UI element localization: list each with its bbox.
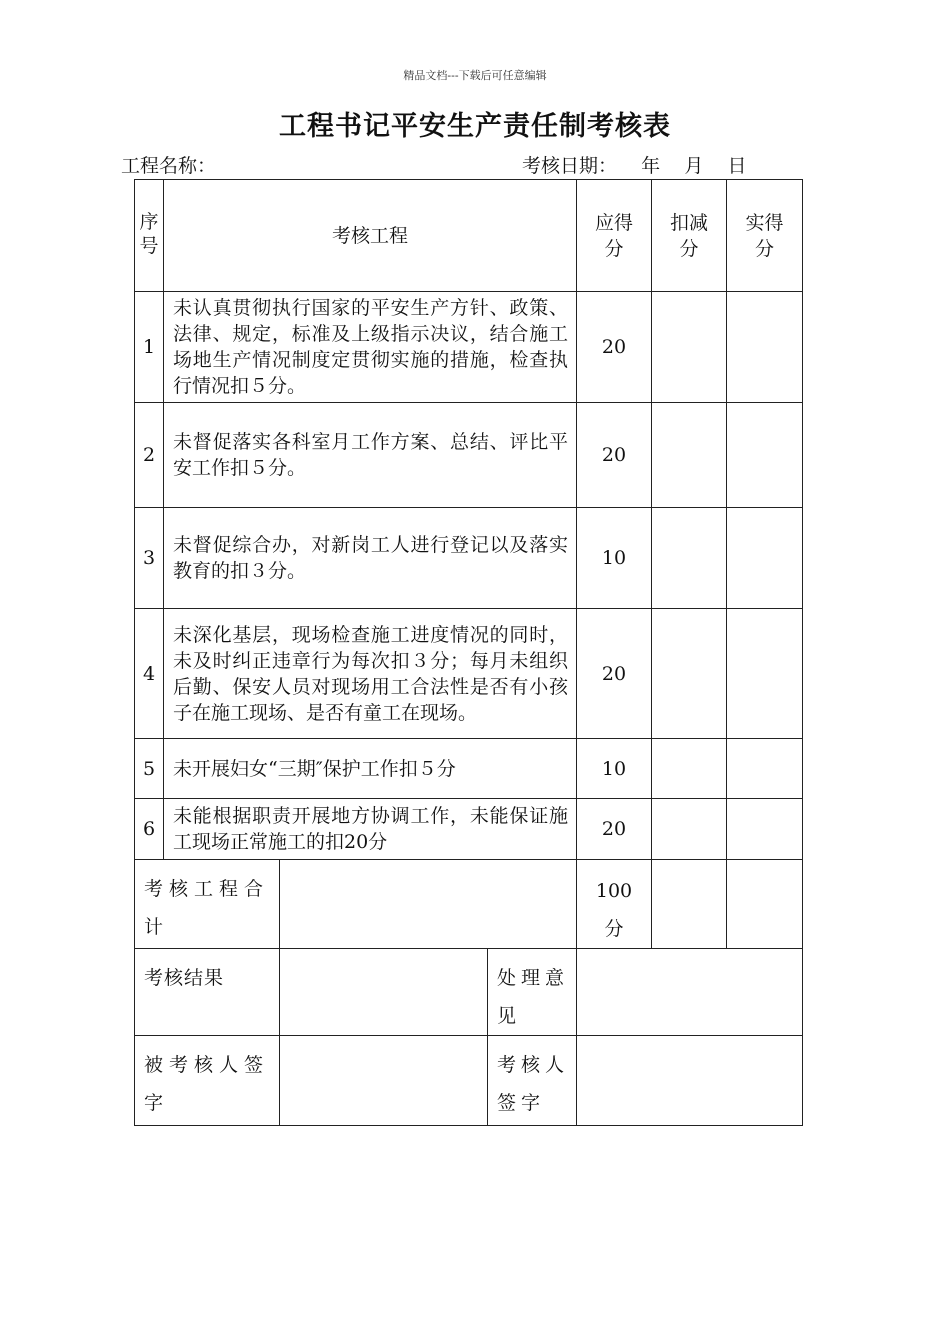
opinion-value-cell[interactable] [577,949,803,1036]
row-due-score: 20 [577,799,652,860]
row-due-score: 20 [577,403,652,508]
opinion-label: 处理意见 [488,949,577,1036]
header-index: 序号 [135,180,164,292]
row-item: 未深化基层，现场检查施工进度情况的同时，未及时纠正违章行为每次扣３分；每月未组织后勤、保安人员对现场用工合法性是否有小孩子在施工现场、是否有童工在现场。 [164,609,577,739]
assessment-table [134,179,803,1126]
total-value: 100分 [577,860,652,949]
row-due-score: 10 [577,739,652,799]
project-name-label: 工程名称： [121,155,217,177]
page-title: 工程书记平安生产责任制考核表 [279,111,671,142]
row-index: 6 [135,799,164,860]
header-deduction: 扣减分 [652,180,727,292]
assessee-sign-label: 被考核人签字 [135,1036,280,1126]
sign-row [135,1036,803,1126]
row-index: 4 [135,609,164,739]
row-actual-score-cell[interactable] [727,739,803,799]
total-actual-cell[interactable] [727,860,803,949]
row-deduction-cell[interactable] [652,609,727,739]
assessment-date-label: 考核日期： 年 月 日 [522,155,747,177]
result-value-cell[interactable] [280,949,488,1036]
row-due-score: 20 [577,292,652,403]
result-label: 考核结果 [135,949,280,1036]
total-row [135,860,803,949]
row-deduction-cell[interactable] [652,739,727,799]
row-index: 1 [135,292,164,403]
row-deduction-cell[interactable] [652,799,727,860]
total-deduction-cell[interactable] [652,860,727,949]
watermark-header: 精品文档---下载后可任意编辑 [403,69,547,82]
row-item: 未开展妇女“三期″保护工作扣５分 [164,739,577,799]
row-due-score: 10 [577,508,652,609]
total-blank-cell[interactable] [280,860,577,949]
row-item: 未督促综合办，对新岗工人进行登记以及落实教育的扣３分。 [164,508,577,609]
row-actual-score-cell[interactable] [727,609,803,739]
assessee-sign-cell[interactable] [280,1036,488,1126]
row-deduction-cell[interactable] [652,508,727,609]
row-due-score: 20 [577,609,652,739]
row-actual-score-cell[interactable] [727,508,803,609]
row-index: 2 [135,403,164,508]
row-index: 5 [135,739,164,799]
table-row [135,403,803,508]
table-row [135,508,803,609]
row-actual-score-cell[interactable] [727,799,803,860]
header-due-score: 应得分 [577,180,652,292]
table-row [135,799,803,860]
total-label: 考核工程合计 [135,860,280,949]
row-item: 未认真贯彻执行国家的平安生产方针、政策、法律、规定，标准及上级指示决议，结合施工场地生产情况制度定贯彻实施的措施，检查执行情况扣５分。 [164,292,577,403]
row-deduction-cell[interactable] [652,292,727,403]
header-item: 考核工程 [164,180,577,292]
row-item: 未督促落实各科室月工作方案、总结、评比平安工作扣５分。 [164,403,577,508]
header-row [135,180,803,292]
table-row [135,739,803,799]
result-row [135,949,803,1036]
row-actual-score-cell[interactable] [727,292,803,403]
table-row [135,292,803,403]
table-row [135,609,803,739]
row-actual-score-cell[interactable] [727,403,803,508]
row-index: 3 [135,508,164,609]
assessor-sign-label: 考核人签字 [488,1036,577,1126]
row-deduction-cell[interactable] [652,403,727,508]
assessor-sign-cell[interactable] [577,1036,803,1126]
header-actual-score: 实得分 [727,180,803,292]
row-item: 未能根据职责开展地方协调工作，未能保证施工现场正常施工的扣20分 [164,799,577,860]
